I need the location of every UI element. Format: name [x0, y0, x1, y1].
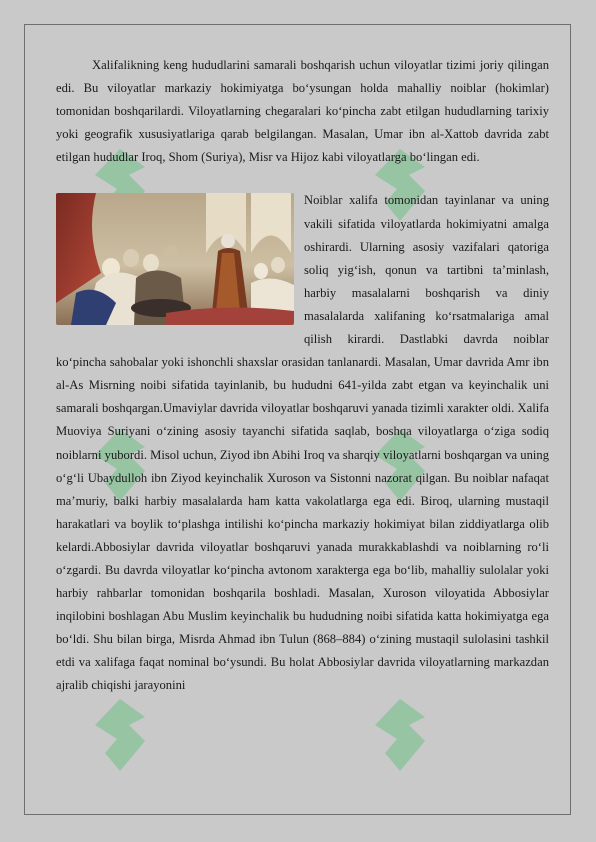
- paragraph: Xalifalikning keng hududlarini samarali boshqarish uchun viloyatlar tizimi joriy qilingan edi. Bu viloyatlar markaziy hokimiyatga bo‘ysungan holda mahalliy noiblar (hokimlar) tomonidan boshqarilardi. Viloyatlarning chegaralari ko‘pincha zabt etilgan hududlarning tarixiy yoki geografik xususiyatlariga qarab belgilangan. Masalan, Umar ibn al-Xattob davrida zabt etilgan hududlar Iroq, Shom (Suriya), Misr va Hijoz kabi viloyatlarga bo‘lingan edi.: [56, 58, 549, 165]
- document-page: [24, 24, 571, 815]
- historical-painting-image: [56, 193, 294, 325]
- paragraph: Noiblar xalifa tomonidan tayinlanar va uning vakili sifatida viloyatlarda hokimiyatni amalga oshirardi. Ularning asosiy vazifalari qatoriga soliq yig‘ish, qonun va tartibni ta’minlash, harbiy masalalarni boshqarish va diniy masalalarda xalifaning ko‘rsatmalariga amal qilish kirardi. Dastlabki davrda noiblar ko‘pincha sahobalar yoki ishonchli shaxslar orasidan tanlanardi. Masalan, Umar davrida Amr ibn al-As Misrning noibi sifatida tayinlanib, bu hududni 641-yilda zabt etgan va keyinchalik uni samarali boshqargan.Umaviylar davrida viloyatlar boshqaruvi yanada tizimli xarakter oldi. Xalifa Muoviya Suriyani o‘zining asosiy tayanchi sifatida saqlab, boshqa viloyatlarga o‘ziga sodiq noiblarni yubordi. Misol uchun, Ziyod ibn Abihi Iroq va sharqiy viloyatlarni boshqargan va uning o‘g‘li Ubaydulloh ibn Ziyod keyinchalik Xuroson va Sistonni nazorat qilgan. Bu noiblar nafaqat ma’muriy, balki harbiy masalalarda ham katta vakolatlarga ega edi. Biroq, ularning mustaqil harakatlari va boylik to‘plashga intilishi ko‘pincha markaziy hokimiyat bilan ziddiyatlarga olib kelardi.Abbosiylar davrida viloyatlar boshqaruvi yanada murakkablashdi va noiblarning ro‘li o‘zgardi. Bu davrda viloyatlar ko‘pincha avtonom xarakterga ega bo‘lib, mahalliy sulolalar yoki harbiy rahbarlar tomonidan boshqarila boshladi. Masalan, Xuroson viloyatida Abbosiylar inqilobini boshlagan Abu Muslim keyinchalik bu hududning noibi sifatida katta hokimiyatga ega bo‘ldi. Shu bilan birga, Misrda Ahmad ibn Tulun (868–884) o‘zining mustaqil sulolasini tashkil etdi va xalifaga faqat nominal bo‘ysundi. Bu holat Abbosiylar davrida viloyatlarning markazdan ajralib chiqishi jarayonini: [56, 193, 549, 693]
- watermark-glyph-icon: [85, 695, 155, 779]
- document-body: [56, 54, 549, 698]
- watermark-glyph-icon: [365, 695, 435, 779]
